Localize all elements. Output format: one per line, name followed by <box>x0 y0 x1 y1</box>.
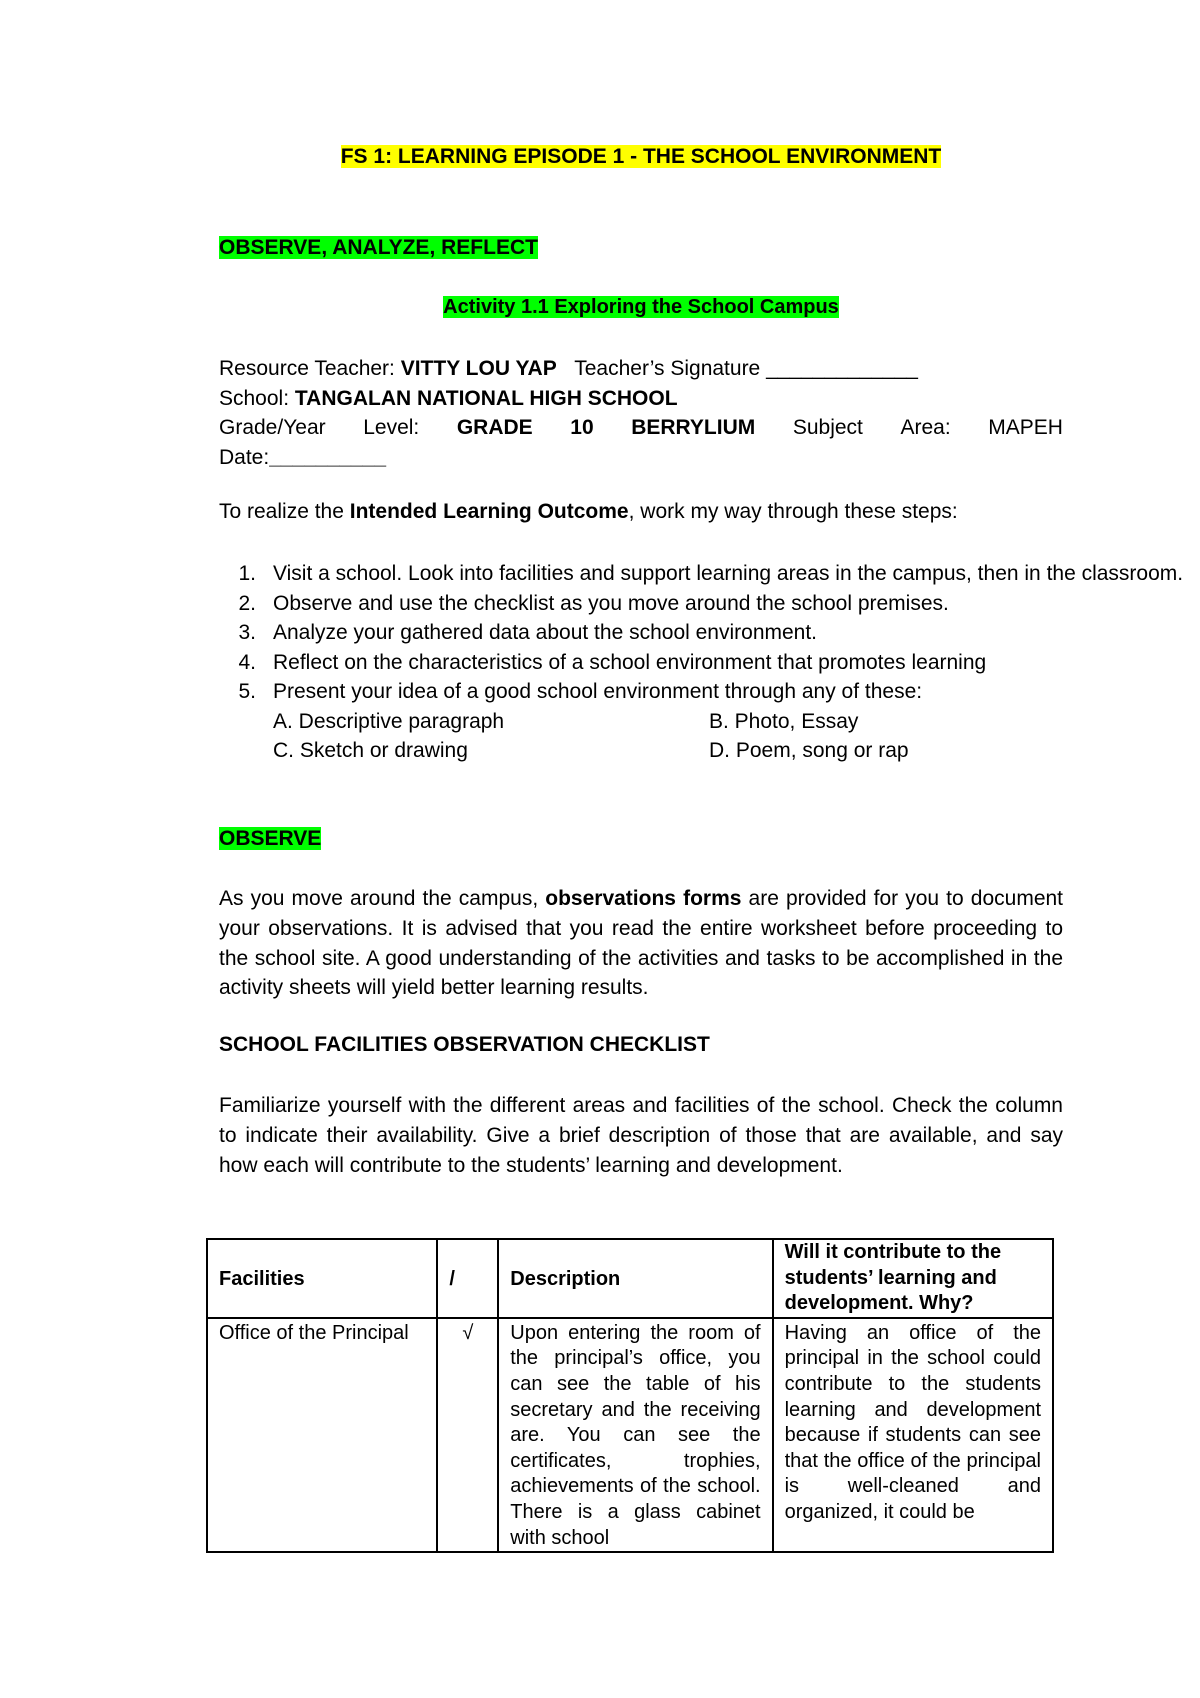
facilities-table <box>206 1238 1054 1553</box>
section-heading-observe-analyze-reflect: OBSERVE, ANALYZE, REFLECT <box>219 236 538 259</box>
list-item: 4. Reflect on the characteristics of a school environment that promotes learning <box>238 650 987 674</box>
observe-heading: OBSERVE <box>219 827 322 850</box>
column-header-facilities: Facilities <box>207 1239 437 1318</box>
column-header-contribution: Will it contribute to the students’ learning and development. Why? <box>773 1239 1053 1318</box>
table-header-row <box>207 1239 1053 1318</box>
date-line: Date:__________ <box>219 445 386 469</box>
info-block <box>219 354 1063 472</box>
checklist-heading: SCHOOL FACILITIES OBSERVATION CHECKLIST <box>219 1033 710 1056</box>
check-mark: √ <box>462 1321 474 1344</box>
grade-subject-line: Grade/Year Level: GRADE 10 BERRYLIUM Subject Area: MAPEH <box>219 413 1063 443</box>
date-blank: __________ <box>269 445 386 469</box>
column-header-check: / <box>437 1239 498 1318</box>
signature-blank: _____________ <box>766 357 918 380</box>
document-title: FS 1: LEARNING EPISODE 1 - THE SCHOOL ENVIRONMENT <box>340 145 942 168</box>
list-item: 3. Analyze your gathered data about the school environment. <box>238 621 818 644</box>
school-name: TANGALAN NATIONAL HIGH SCHOOL <box>294 386 678 410</box>
list-item: 2. Observe and use the checklist as you move around the school premises. <box>238 591 949 615</box>
availability-check-cell <box>437 1318 498 1552</box>
resource-teacher-name: VITTY LOU YAP <box>400 357 557 380</box>
intro-sentence: To realize the Intended Learning Outcome, work my way through these steps: <box>219 500 958 523</box>
table-row <box>207 1318 1053 1552</box>
list-item: 1. Visit a school. Look into facilities and support learning areas in the campus, then in the classroom. <box>238 562 1184 585</box>
description-cell: Upon entering the room of the principal’s office, you can see the table of his secretary and the receiving are. You can see the certificates, trophies, achievements of the school. There is a glass cabinet with school <box>498 1318 772 1552</box>
option-row: A. Descriptive paragraph B. Photo, Essay <box>273 709 859 733</box>
column-header-description: Description <box>498 1239 772 1318</box>
resource-teacher-line: Resource Teacher: VITTY LOU YAP Teacher’s Signature _____________ <box>219 357 918 380</box>
list-item: 5. Present your idea of a good school environment through any of these: <box>238 680 923 703</box>
school-line: School: TANGALAN NATIONAL HIGH SCHOOL <box>219 386 678 410</box>
option-row: C. Sketch or drawing D. Poem, song or rap <box>273 739 909 762</box>
checklist-paragraph: Familiarize yourself with the different areas and facilities of the school. Check the column to indicate their availability. Give a brief description of those that are available, and say how each will contribute to the students’ learning and development. <box>219 1094 1063 1177</box>
contribution-cell: Having an office of the principal in the school could contribute to the students learning and development because if students can see that the office of the principal is well-cleaned and organized, it could be <box>773 1318 1053 1552</box>
observe-paragraph: As you move around the campus, observations forms are provided for you to document your observations. It is advised that you read the entire worksheet before proceeding to the school site. A good understanding of the activities and tasks to be accomplished in the activity sheets will yield better learning results. <box>219 887 1064 1000</box>
steps-list <box>219 559 1184 766</box>
activity-title: Activity 1.1 Exploring the School Campus <box>443 296 839 318</box>
subject-area-value: MAPEH <box>988 416 1063 439</box>
facility-cell: Office of the Principal <box>207 1318 437 1552</box>
